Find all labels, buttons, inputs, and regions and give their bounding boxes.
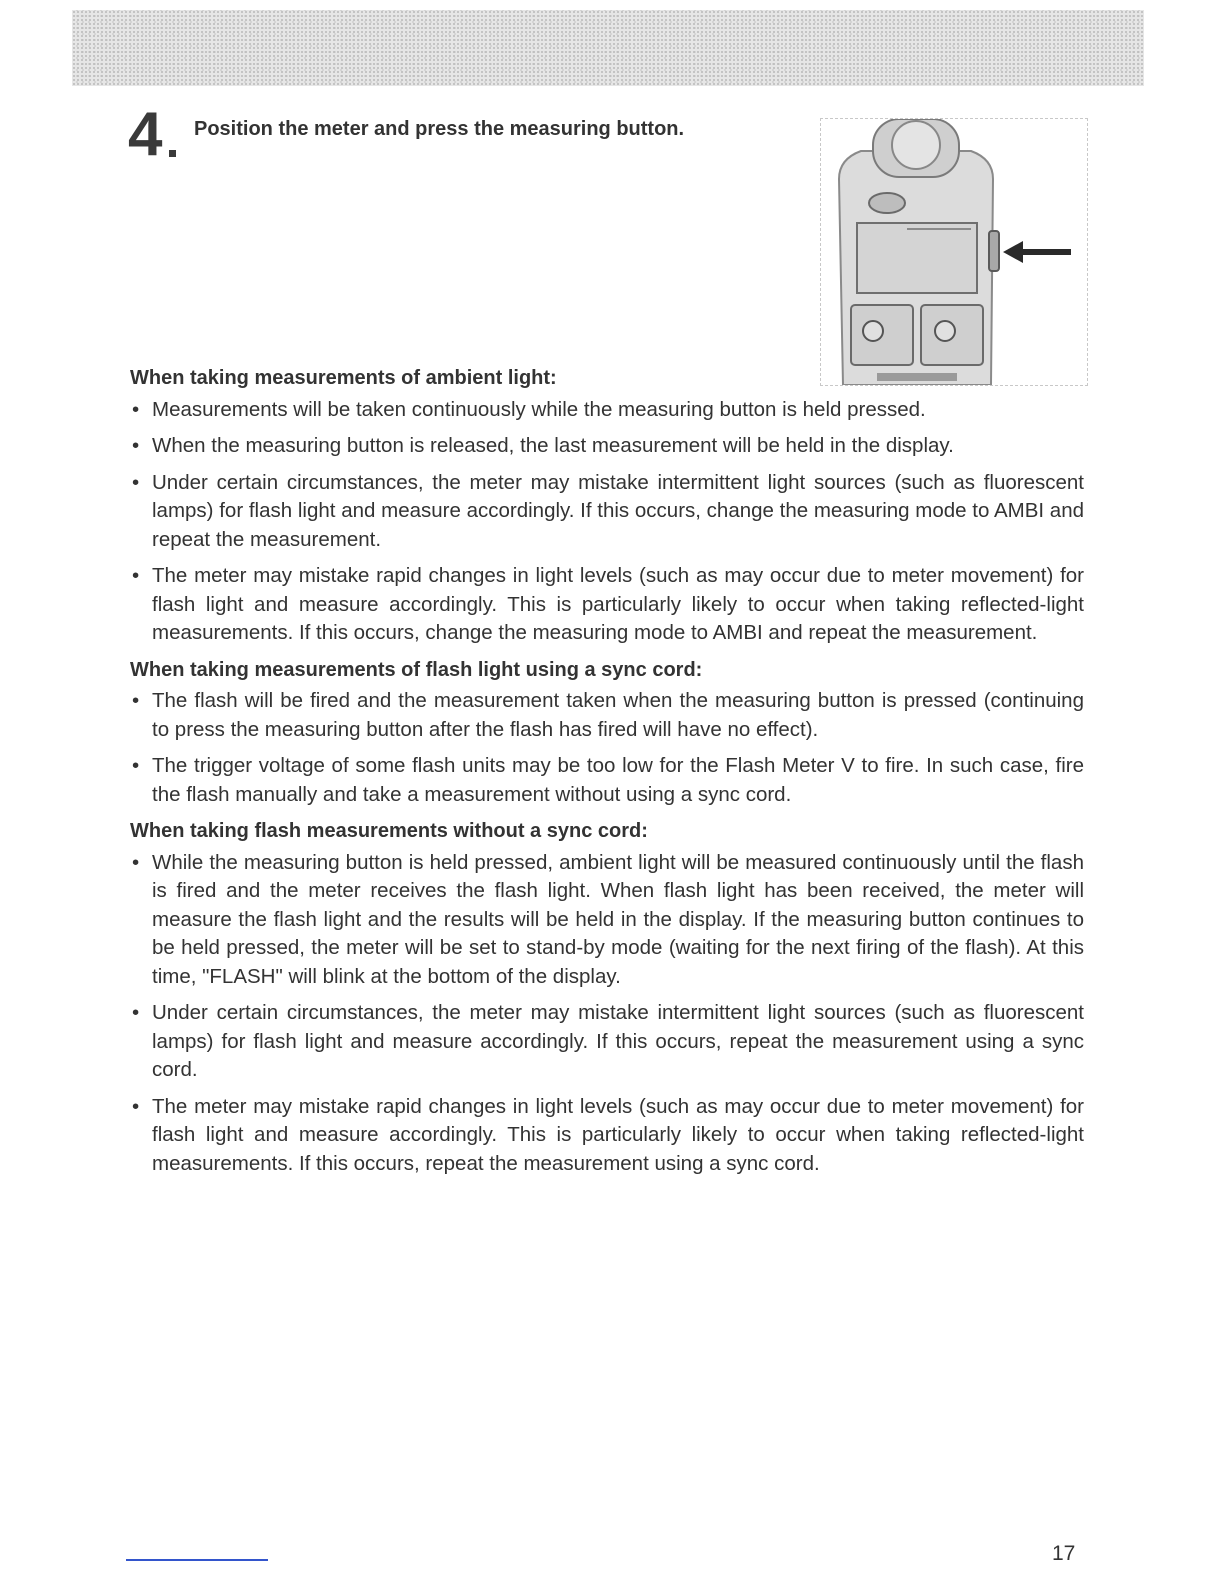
arrow-icon — [1003, 241, 1071, 263]
list-item: • Under certain circumstances, the meter may mistake intermittent light sources (such as fluorescent lamps) for flash light and measure accordingly. If this occurs, repeat the measurement using a sync cord. — [130, 999, 1084, 1085]
list-item: • The flash will be fired and the measurement taken when the measuring button is pressed (continuing to press the measuring button after the flash has fired will have no effect). — [130, 687, 1084, 744]
meter-mode-button — [869, 193, 905, 213]
flash-sync-bullet-list — [130, 687, 1084, 809]
list-item: • While the measuring button is held pressed, ambient light will be measured continuously until the flash is fired and the meter receives the flash light. When flash light has been received, the meter will measure the flash light and the results will be held in the display. If the measuring button continues to be held pressed, the meter will be set to stand-by mode (waiting for the next firing of the flash). At this time, "FLASH" will blink at the bottom of the display. — [130, 849, 1084, 992]
section-heading-flash-sync: When taking measurements of flash light using a sync cord: — [130, 658, 703, 681]
list-item: • Measurements will be taken continuously while the measuring button is held pressed. — [130, 396, 1084, 425]
step-title: Position the meter and press the measuring button. — [194, 118, 685, 140]
list-item: • The trigger voltage of some flash units may be too low for the Flash Meter V to fire. In such case, fire the flash manually and take a measurement without using a sync cord. — [130, 752, 1084, 809]
list-item: • The meter may mistake rapid changes in light levels (such as may occur due to meter movement) for flash light and measure accordingly. This is particularly likely to occur when taking reflected-light measurements. If this occurs, change the measuring mode to AMBI and repeat the measurement. — [130, 562, 1084, 648]
section-heading-flash-no-sync: When taking flash measurements without a sync cord: — [130, 820, 648, 842]
meter-right-dial — [935, 321, 955, 341]
list-item: • When the measuring button is released, the last measurement will be held in the display. — [130, 432, 1084, 461]
flash-meter-figure — [821, 119, 1087, 385]
meter-illustration — [820, 118, 1088, 386]
lumisphere-dome — [892, 121, 940, 169]
section-heading-ambient: When taking measurements of ambient light: — [130, 367, 557, 389]
header-band — [72, 10, 1144, 86]
list-item: • The meter may mistake rapid changes in light levels (such as may occur due to meter movement) for flash light and measure accordingly. This is particularly likely to occur when taking reflected-light measurements. If this occurs, repeat the measurement using a sync cord. — [130, 1093, 1084, 1179]
flash-no-sync-bullet-list — [130, 849, 1084, 1179]
step-number-dot — [169, 150, 176, 157]
measuring-button — [989, 231, 999, 271]
meter-left-dial — [863, 321, 883, 341]
instructions-body — [130, 364, 1084, 1186]
list-item: • Under certain circumstances, the meter may mistake intermittent light sources (such as fluorescent lamps) for flash light and measure accordingly. If this occurs, change the measuring mode to AMBI and repeat the measurement. — [130, 469, 1084, 555]
step-number: 4 — [128, 100, 163, 169]
bottom-rule — [126, 1559, 268, 1561]
page-number: 17 — [1052, 1542, 1076, 1565]
meter-display — [857, 223, 977, 293]
ambient-bullet-list — [130, 396, 1084, 648]
